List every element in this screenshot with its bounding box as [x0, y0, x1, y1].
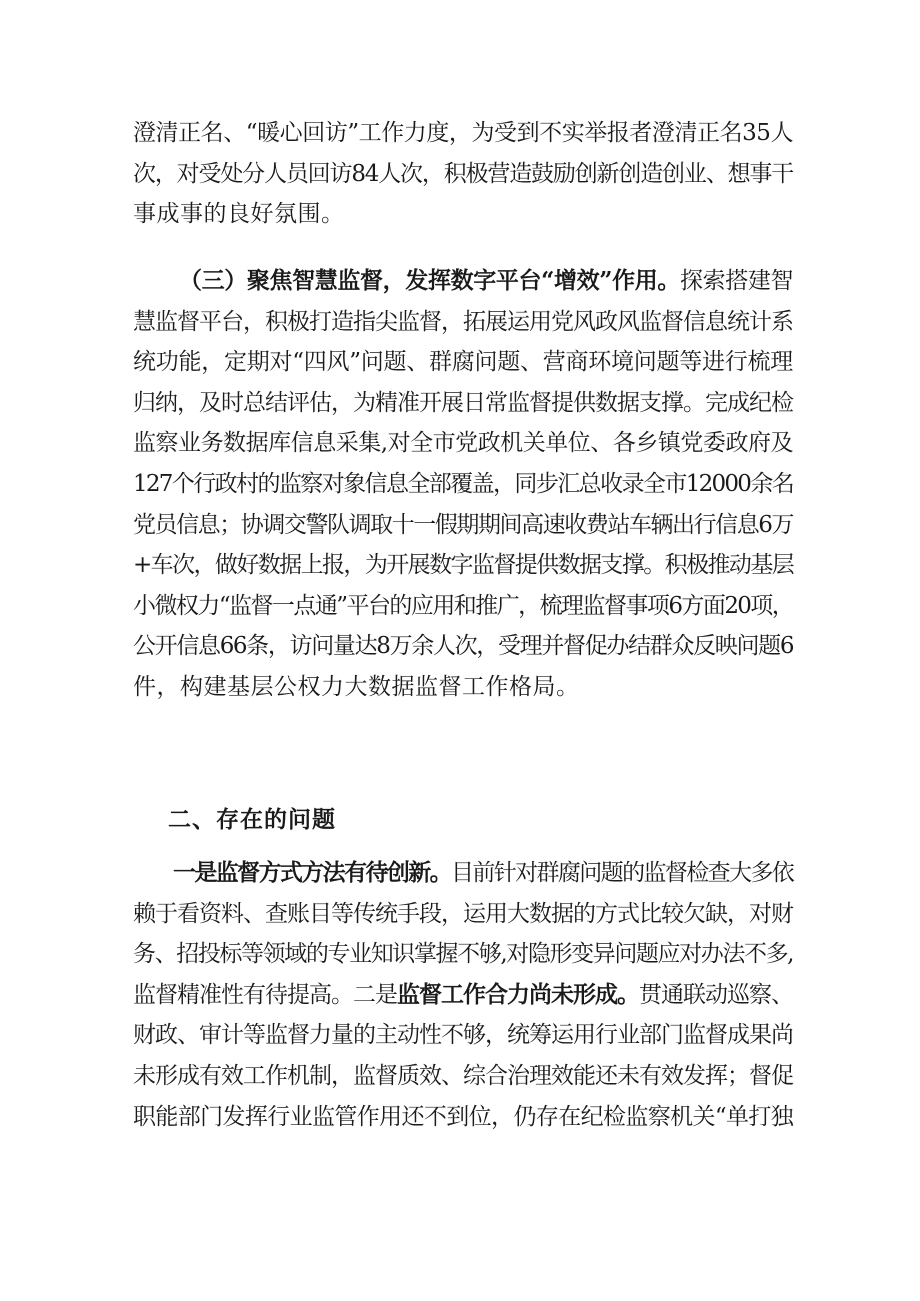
paragraph-line: 澄清正名、“暖心回访”工作力度，为受到不实举报者澄清正名35人 — [133, 120, 793, 146]
paragraph-line: 党员信息；协调交警队调取十一假期期间高速收费站车辆出行信息6万 — [133, 511, 793, 538]
paragraph-line: 事成事的良好氛围。 — [133, 201, 345, 228]
paragraph-line: 财政、审计等监督力量的主动性不够，统筹运用行业部门监督成果尚 — [133, 1022, 793, 1049]
paragraph-line: 次，对受处分人员回访84人次，积极营造鼓励创新创造创业、想事干 — [133, 160, 793, 187]
paragraph-line: 职能部门发挥行业监管作用还不到位，仍存在纪检监察机关“单打独 — [133, 1103, 793, 1130]
paragraph-line: +车次，做好数据上报，为开展数字监督提供数据支撑。积极推动基层 — [133, 552, 793, 579]
paragraph-text: 贯通联动巡察、 — [639, 981, 793, 1008]
paragraph-line: 127个行政村的监察对象信息全部覆盖，同步汇总收录全市12000余名 — [133, 470, 793, 497]
section-heading: 二、存在的问题 — [168, 806, 336, 833]
paragraph-line — [133, 261, 793, 302]
paragraph-text: 目前针对群腐问题的监督检查大多依 — [451, 860, 794, 886]
paragraph-text: 探索搭建智 — [679, 268, 793, 294]
paragraph-clarification — [133, 113, 793, 235]
paragraph-smart-supervision — [133, 261, 793, 708]
paragraph-line: 赖于看资料、查账目等传统手段，运用大数据的方式比较欠缺，对财 — [133, 900, 793, 927]
paragraph-line: 务、招投标等领域的专业知识掌握不够,对隐形变异问题应对办法不多, — [133, 941, 793, 968]
paragraph-line: 归纳，及时总结评估，为精准开展日常监督提供数据支撑。完成纪检 — [133, 389, 793, 416]
paragraph-text: 监督精准性有待提高。二是 — [133, 981, 397, 1008]
problem-lead-1: 一是监督方式方法有待创新。 — [173, 859, 451, 886]
paragraph-line: 未形成有效工作机制，监督质效、综合治理效能还未有效发挥；督促 — [133, 1062, 793, 1089]
section-subheading: （三）聚焦智慧监督，发挥数字平台“增效”作用。 — [179, 267, 680, 294]
paragraph-line: 统功能，定期对“四风”问题、群腐问题、营商环境问题等进行梳理 — [133, 349, 794, 376]
paragraph-line — [133, 853, 793, 894]
problem-lead-2: 监督工作合力尚未形成。 — [397, 980, 639, 1008]
paragraph-line: 小微权力“监督一点通”平台的应用和推广，梳理监督事项6方面20项， — [133, 592, 793, 619]
paragraph-line — [133, 975, 793, 1016]
paragraph-problems — [133, 853, 793, 1137]
paragraph-line: 慧监督平台，积极打造指尖监督，拓展运用党风政风监督信息统计系 — [133, 308, 793, 335]
paragraph-line: 件，构建基层公权力大数据监督工作格局。 — [133, 673, 580, 700]
paragraph-line: 公开信息66条，访问量达8万余人次，受理并督促办结群众反映问题6 — [133, 633, 793, 660]
paragraph-line: 监察业务数据库信息采集,对全市党政机关单位、各乡镇党委政府及 — [133, 430, 793, 457]
